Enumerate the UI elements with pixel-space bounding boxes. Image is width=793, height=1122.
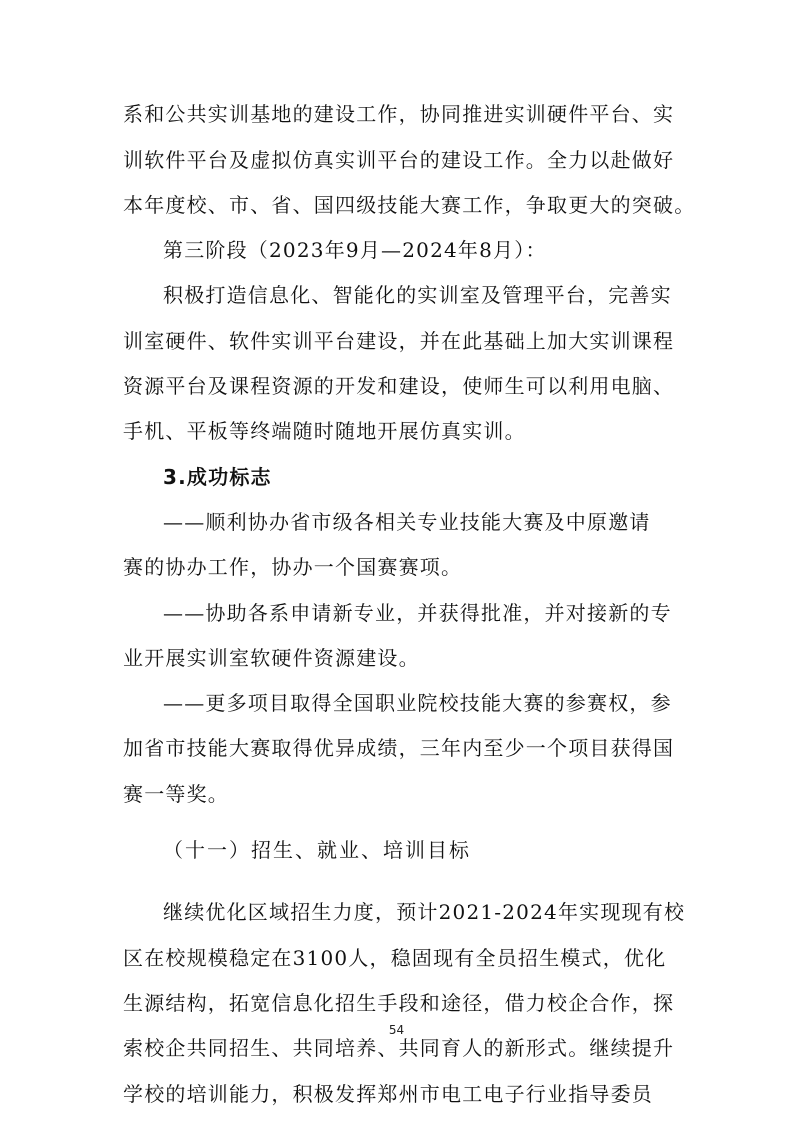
body-line: 训软件平台及虚拟仿真实训平台的建设工作。全力以赴做好 [123,148,675,172]
body-line: 索校企共同招生、共同培养、共同育人的新形式。继续提升 [123,1036,675,1060]
stage-heading: 第三阶段（2023年9月—2024年8月）： [163,238,547,262]
body-line: 业开展实训室软硬件资源建设。 [123,646,420,670]
body-line: 加省市技能大赛取得优异成绩，三年内至少一个项目获得国 [123,736,675,760]
body-line: 训室硬件、软件实训平台建设，并在此基础上加大实训课程 [123,329,675,353]
page-number: 54 [388,1023,405,1037]
subsection-heading: 3.成功标志 [163,465,272,489]
body-line: 赛一等奖。 [123,782,229,806]
body-line: 生源结构，拓宽信息化招生手段和途径，借力校企合作，探 [123,991,675,1015]
body-line: 资源平台及课程资源的开发和建设，使师生可以利用电脑、 [123,374,675,398]
body-line: 本年度校、市、省、国四级技能大赛工作，争取更大的突破。 [123,193,696,217]
body-line: 手机、平板等终端随时随地开展仿真实训。 [123,419,526,443]
body-line: 积极打造信息化、智能化的实训室及管理平台，完善实 [163,283,672,307]
body-line: 学校的培训能力，积极发挥郑州市电工电子行业指导委员 [123,1082,653,1106]
body-line: ——更多项目取得全国职业院校技能大赛的参赛权，参 [163,691,672,715]
body-line: 继续优化区域招生力度，预计2021-2024年实现现有校 [163,900,686,924]
body-line: 赛的协办工作，协办一个国赛赛项。 [123,555,463,579]
body-line: 系和公共实训基地的建设工作，协同推进实训硬件平台、实 [123,102,675,126]
body-line: 区在校规模稳定在3100人，稳固现有全员招生模式，优化 [123,946,667,970]
body-line: ——顺利协办省市级各相关专业技能大赛及中原邀请 [163,510,651,534]
section-heading: （十一）招生、就业、培训目标 [163,838,471,862]
body-line: ——协助各系申请新专业，并获得批准，并对接新的专 [163,601,672,625]
